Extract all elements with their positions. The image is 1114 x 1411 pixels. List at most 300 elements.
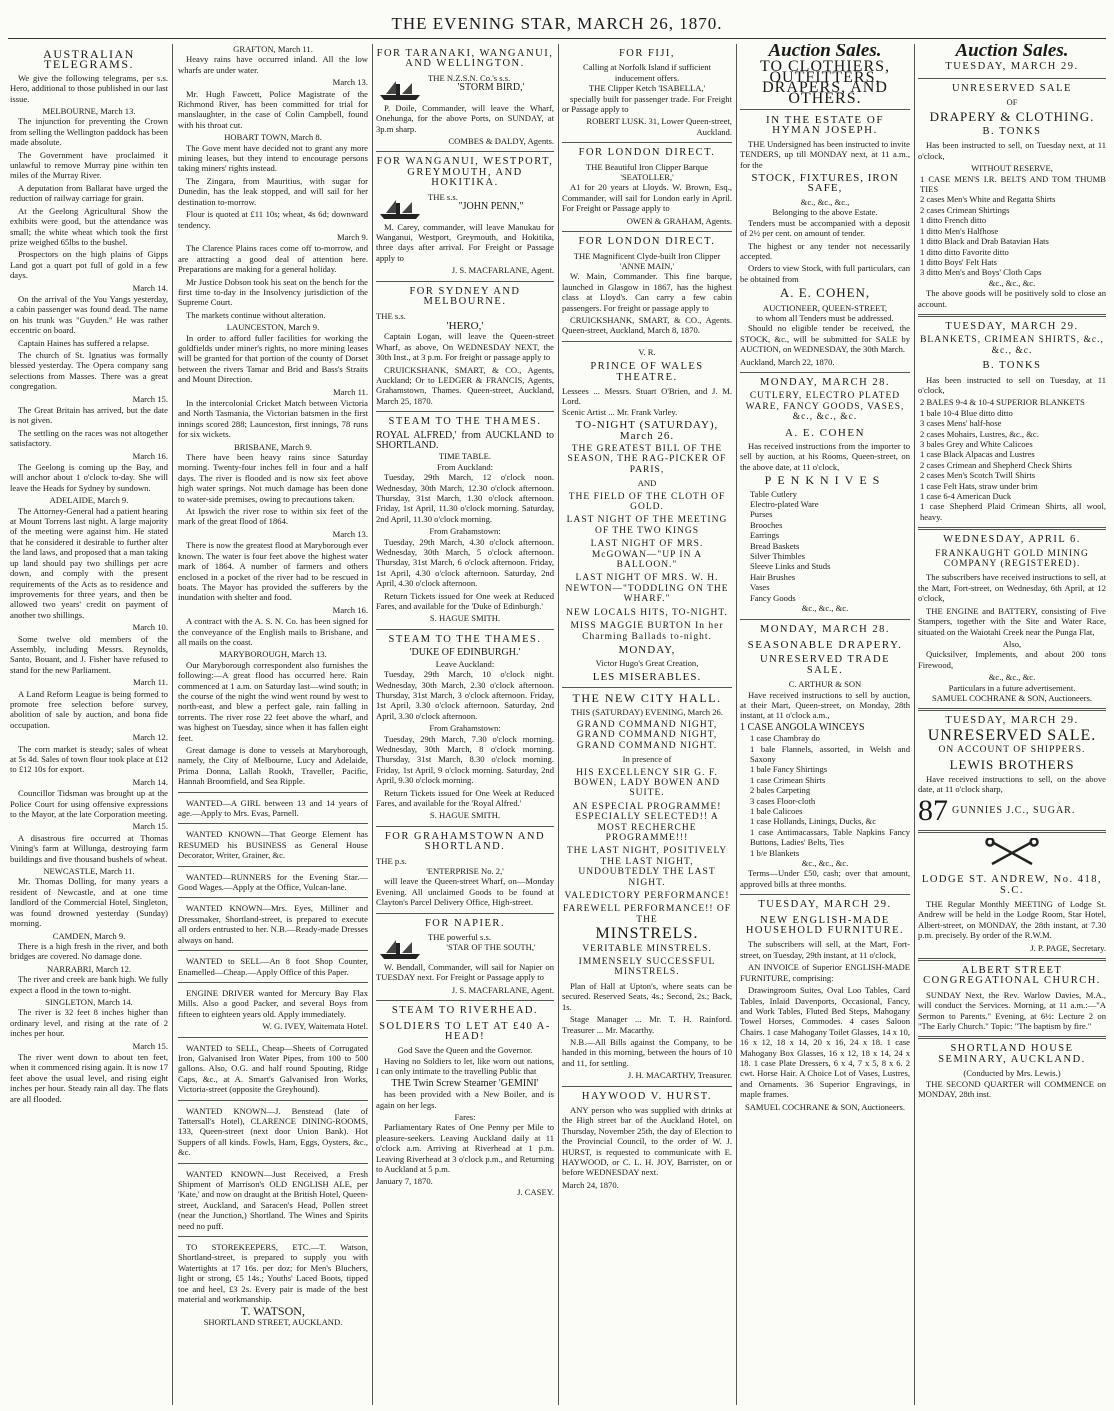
paragraph: The river went down to about ten feet, when it commenced rising again. It is now 17 feet above the usual level, and rising eight inches per hour. Steady rain all day. The flats are all flooded. <box>10 1051 168 1104</box>
dateline: March 15. <box>132 393 168 404</box>
auction-lot: Sleeve Links and Studs <box>750 561 831 572</box>
ad-signature: J. H. MACARTHY, Treasurer. <box>627 1070 732 1081</box>
auction-heading: OF <box>1006 97 1018 108</box>
divider <box>562 142 732 143</box>
ad-body: will leave the Queen-street Wharf, on—Monday Evening. All unclaimed Goods to be found at Clayton's Parcel Delivery Office, High-street. <box>376 876 554 908</box>
paragraph: On the arrival of the You Yangs yesterday, a cabin passenger was found dead. The name on his trunk was "Guyden." He was rather eccentric on board. <box>10 293 168 336</box>
ad-body: Parliamentary Rates of One Penny per Mile to pleasure-seekers. Leaving Auckland daily at 11 o'clock a.m. Arriving at Riverhead at 1 p.m. Leaving Riverhead at 3 o'clock p.m., and Returning to Auckland at 5 p.m. <box>376 1122 554 1174</box>
dateline: March 14. <box>132 282 168 293</box>
dateline: March 11. <box>133 677 168 688</box>
playbill-line: VERITABLE MINSTRELS. <box>582 943 712 954</box>
timetable: Tuesday, 29th March, 7.30 o'clock morning. Wednesday, 30th March, 8 o'clock morning. Thursday, 31st March, 8.30 o'clock morning. Friday, 1st April, 9 o'clock morning. Saturday, 2nd April, 9.30 o'clock morning. <box>376 733 554 786</box>
ad-signature: J. S. MACFARLANE, Agent. <box>451 984 554 995</box>
lot-description: GUNNIES J.C., SUGAR. <box>952 804 1076 816</box>
playbill-line: GRAND COMMAND NIGHT, GRAND COMMAND NIGHT, GRAND COMMAND NIGHT. <box>576 719 718 751</box>
playbill-line: AND <box>637 478 657 489</box>
column-shipping-and-entertainment <box>562 44 732 1405</box>
school-heading: SHORTLAND HOUSE SEMINARY, AUCKLAND. <box>938 1043 1086 1065</box>
ad-signature: CRUICKSHANK, SMART, & CO., Agents. Queen-street, Auckland, March 8, 1870. <box>562 314 732 336</box>
paragraph: A Land Reform League is being formed to promote free selection before survey, abolition of sale by auction, and bona fide occupation. <box>10 688 168 730</box>
divider <box>178 1163 368 1164</box>
playbill-line: HIS EXCELLENCY SIR G. F. BOWEN, LADY BOWEN AND SUITE. <box>573 767 721 799</box>
divider <box>178 1100 368 1101</box>
auction-lot-list <box>740 489 910 603</box>
auction-lot: PENKNIVES <box>764 473 886 488</box>
auction-lot: 1 case 6-4 American Duck <box>920 491 1012 502</box>
shipping-heading: STEAM TO THE THAMES. <box>388 633 542 645</box>
theatre-lessees: Lessees ... Messrs. Stuart O'Brien, and J. M. Lord. <box>562 385 732 407</box>
auction-heading: TUESDAY, MARCH 29. <box>945 320 1079 332</box>
paragraph: The Geelong is coming up the Bay, and will anchor about 1 o'clock to-day. She will leave the Heads for Sydney by sundown. <box>10 462 168 493</box>
ship-name: 'ENTERPRISE No. 2,' <box>426 866 504 876</box>
ad-body: THE Undersigned has been instructed to invite TENDERS, up till MONDAY next, at 11 a.m., for the <box>740 138 910 170</box>
auction-lot: 2 cases Men's Scotch Twill Shirts <box>920 470 1036 481</box>
ad-body: W. Main, Commander. This fine barque, launched in Glasgow in 1867, has the highest class at Lloyd's. Can carry a few cabin passengers. For freight or passage apply to <box>562 271 732 313</box>
timetable: Tuesday, 29th March, 12 o'clock noon. Wednesday, 30th March, 12.30 o'clock afternoon. Thursday, 31st March, 1.30 o'clock afternoon. Friday, 1st April, 11.30 o'clock morning. Saturday, 2nd April, 11.30 o'clock morning. <box>376 472 554 524</box>
paragraph: There is a high fresh in the river, and both bridges are covered. No damage done. <box>10 940 168 962</box>
playbill-line: In presence of <box>622 754 672 765</box>
auction-lot: 2 BALES 9-4 & 10-4 SUPERIOR BLANKETS <box>920 397 1085 408</box>
etc-line: &c., &c., &c., <box>800 196 850 207</box>
auctioneer-name: A. E. COHEN, <box>779 285 871 301</box>
divider <box>918 78 1106 79</box>
paragraph: A disastrous fire occurred at Thomas Vining's farm at Willunga, destroying farm buildings and five thousand bushels of wheat. <box>10 832 168 864</box>
ad-body: ANY person who was supplied with drinks at the High street bar of the Auckland Hotel, on Thursday, November 25th, the day of Election to the Provincial Council, to the order of W. J. HURST, is requested to communicate with E. HAYWOOD, or C. L. H. JOY, Barrister, on or before WEDNESDAY next. <box>562 1104 732 1178</box>
dateline: March 12. <box>132 732 168 743</box>
auction-lot-list <box>740 733 910 858</box>
royal-cipher: V. R. <box>638 346 656 357</box>
auction-heading: UNRESERVED TRADE SALE. <box>759 654 890 676</box>
ad-body: Has received instructions from the importer to sell by auction, at his Rooms, Queen-street, on the above date, at 11 o'clock, <box>740 441 910 472</box>
paragraph: In the intercolonial Cricket Match between Victoria and North Tasmania, the Victorian batsmen in the first innings scored 288; Launceston, first innings, 78 runs for six wickets. <box>178 398 368 440</box>
timetable: Tuesday, 29th March, 4.30 o'clock afternoon. Wednesday, 30th March, 5 o'clock afternoon. Thursday, 31st March, 6 o'clock afternoon. Friday, 1st April, 4.30 o'clock afternoon. Saturday, 2nd April, 4.30 o'clock afternoon. <box>376 536 554 589</box>
paragraph: Flour is quoted at £11 10s; wheat, 4s 6d; downward tendency. <box>178 209 368 230</box>
auction-lot: 1 b/e Blankets <box>750 847 800 858</box>
divider <box>918 527 1106 530</box>
auction-lot: 3 bales Grey and White Calicoes <box>920 439 1033 449</box>
section-title: AUSTRALIAN TELEGRAMS. <box>43 47 135 72</box>
paragraph: The Great Britain has arrived, but the date is not given. <box>10 405 168 426</box>
timetable-subtitle: From Grahamstown: <box>429 723 501 734</box>
ad-signature: COMBES & DALDY, Agents. <box>448 136 554 147</box>
ad-body: Has been instructed to sell on Tuesday, at 11 o'clock, <box>918 374 1106 395</box>
ad-body: THE Regular Monthly MEETING of Lodge St. Andrew will be held in the Lodge Room, Star Hotel, Albert-street, on MONDAY, the 28th instant, at 7.30 p.m. precisely. By order of the R.W.M. <box>918 899 1106 941</box>
ship-name: ROYAL ALFRED,' from AUCKLAND to SHORTLAND. <box>376 429 554 451</box>
ad-line: THE powerful s.s. <box>428 932 492 943</box>
ship-name: 'HERO,' <box>446 319 484 332</box>
playbill-line: FAREWELL PERFORMANCE!! OF THE <box>562 904 732 925</box>
dateline: March 11. <box>333 386 368 397</box>
divider <box>376 281 554 282</box>
column-rule <box>372 44 373 1405</box>
auction-heading: TUESDAY, MARCH 29. <box>758 899 892 911</box>
ad-line: THE p.s. <box>376 855 407 866</box>
paragraph: Mr. Thomas Dolling, for many years a resident of Newcastle, and at one time landlord of the Commercial Hotel, Singleton, was found drowned yesterday (Sunday) morning. <box>10 876 168 929</box>
lot-quantity: 87 <box>918 793 948 827</box>
paragraph: Councillor Tidsman was brought up at the Police Court for using offensive expressions to the Mayor, at the late Corporation meeting. <box>10 788 168 820</box>
column-rule <box>736 44 737 1405</box>
auction-lot: 1 ditto Boys' Felt Hats <box>920 256 997 267</box>
fares-heading: Fares: <box>454 1111 476 1122</box>
paragraph: Great damage is done to vessels at Maryborough, namely, the City of Melbourne, Lucy and Adelaide, Prima Donna, Lallah Rookh, Traveller, Pacific, Hannah Broomfield, and Sea Ripple. <box>178 745 368 787</box>
dateline: March 13. <box>332 528 368 539</box>
divider <box>376 913 554 914</box>
ad-body: Having no Soldiers to let, like worn out nations, I can only intimate to the travelling Public that <box>376 1055 554 1077</box>
ad-body: The highest or any tender not necessarily accepted. <box>740 240 910 261</box>
hall-heading: THE NEW CITY HALL. <box>572 691 722 706</box>
classified-ad: WANTED KNOWN—J. Benstead (late of Tattersall's Hotel), CLARENCE DINING-ROOMS, 133, Queen-street (next door Union Bank). Hot Suppers of all kinds. Fowls, Ham, Eggs, Oysters, &c., &c. <box>178 1105 368 1158</box>
auction-lot: 1 ditto Men's Halfhose <box>920 225 999 236</box>
lot-line <box>918 793 1106 827</box>
auction-lot-list <box>918 174 1106 278</box>
ad-body: M. Carey, commander, will leave Manukau for Wanganui, Westport, Greymouth, and Hokitika, three days after arrival. For Freight or Passage apply to <box>376 221 554 263</box>
ad-body: Belonging to the above Estate. <box>772 207 878 218</box>
auctioneer-name: C. ARTHUR & SON <box>788 679 862 690</box>
ad-body: Orders to view Stock, with full particulars, can be obtained from <box>740 263 910 284</box>
auction-lot: STOCK, FIXTURES, IRON SAFE, <box>751 172 899 195</box>
ad-signature: T. WATSON, <box>241 1304 305 1319</box>
church-heading: ALBERT STREET CONGREGATIONAL CHURCH. <box>923 965 1101 987</box>
dateline: CAMDEN, March 9. <box>52 930 126 941</box>
ad-signature: J. P. PAGE, Secretary. <box>1030 942 1106 953</box>
playbill-line: MINSTRELS. <box>595 925 699 943</box>
auction-lot: 1 case Chambray do <box>750 733 820 744</box>
ad-signature: W. G. IVEY, Waitemata Hotel. <box>262 1021 368 1032</box>
ad-body: has been provided with a New Boiler, and is again on her legs. <box>376 1089 554 1110</box>
ad-body: to whom all Tenders must be addressed. <box>756 312 894 323</box>
divider <box>376 151 554 152</box>
playbill-line: AN ESPECIAL PROGRAMME! ESPECIALLY SELECTED!! A MOST RECHERCHE PROGRAMME!!! <box>572 801 722 843</box>
auction-heading: NEW ENGLISH-MADE HOUSEHOLD FURNITURE. <box>745 914 905 937</box>
shipping-heading: FOR LONDON DIRECT. <box>578 147 716 159</box>
playbill-line: IMMENSELY SUCCESSFUL MINSTRELS. <box>578 957 716 978</box>
paragraph: The Government have proclaimed it unlawful to remove Murray pine within ten miles of the Murray River. <box>10 149 168 181</box>
etc-line: &c., &c., &c. <box>988 277 1036 288</box>
auction-lot: 1 case Antimacassars, Table Napkins Fancy Buttons, Ladies' Belts, Ties <box>750 826 910 848</box>
shipping-heading: FOR TARANAKI, WANGANUI, AND WELLINGTON. <box>376 48 554 70</box>
divider <box>376 826 554 827</box>
ad-line: THE N.Z.S.N. Co.'s s.s. <box>428 72 511 83</box>
auction-heading: MONDAY, MARCH 28. <box>760 376 890 388</box>
auction-lot: Purses <box>750 509 773 520</box>
ad-date: January 7, 1870. <box>376 1176 433 1187</box>
divider <box>178 982 368 983</box>
auction-lot: 2 cases Crimean and Shepherd Check Shirts <box>920 459 1072 470</box>
auction-lot: 2 cases Men's White and Regatta Shirts <box>920 194 1056 205</box>
ad-body: Captain Logan, will leave the Queen-street Wharf, as above, On WEDNESDAY NEXT, the 30th Inst., at 3 p.m. For freight or passage apply to <box>376 331 554 363</box>
auction-lot: 1 case Felt Hats, straw under brim <box>920 480 1038 491</box>
timetable-subtitle: Leave Auckland: <box>435 658 495 669</box>
ad-line: God Save the Queen and the Governor. <box>397 1045 533 1056</box>
auction-lot: 1 bale 10-4 Blue ditto ditto <box>920 407 1013 418</box>
auction-lot: 3 cases Floor-cloth <box>750 795 816 806</box>
notice-heading: HAYWOOD V. HURST. <box>581 1090 713 1102</box>
ad-signature: ROBERT LUSK. 31, Lower Queen-street, Auckland. <box>586 116 732 137</box>
divider <box>178 950 368 951</box>
ad-body: SUNDAY Next, the Rev. Warlow Davies, M.A., will conduct the Services. Morning, at 11 a.m.:—"A Sermon to Parents." Evening, at 6½: Lecture 2 on "The Early Church." Topic: "The baptism by fire." <box>918 989 1106 1032</box>
paragraph: The river and creek are bank high. We fully expect a flood in the town to-night. <box>10 974 168 995</box>
dateline: ADELAIDE, March 9. <box>49 495 129 506</box>
ad-line: THE s.s. <box>428 191 458 202</box>
section-title: Auction Sales. <box>768 44 882 61</box>
auctioneer-name: LEWIS BROTHERS <box>949 756 1075 772</box>
divider <box>918 1036 1106 1039</box>
divider <box>740 109 910 110</box>
dateline: March 15. <box>132 821 168 832</box>
paragraph: The church of St. Ignatius was formally blessed yesterday. The Opera company sang selections from Masses. There was a great congregation. <box>10 349 168 392</box>
classified-ad: WANTED to SELL—An 8 foot Shop Counter, Enamelled—Cheap.—Apply Office of this Paper. <box>178 956 368 977</box>
paragraph: Captain Haines has suffered a relapse. <box>18 337 150 348</box>
paragraph: A deputation from Ballarat have urged the reduction of railway carriage for grain. <box>10 182 168 204</box>
column-rule <box>558 44 559 1405</box>
auction-lot: 1 case Hollands, Linings, Ducks, &c <box>750 816 877 827</box>
ship-name: THE Twin Screw Steamer 'GEMINI' <box>391 1077 539 1089</box>
steamship-icon <box>376 194 424 222</box>
dateline: March 10. <box>132 622 168 633</box>
auction-lot: 2 cases Crimean Shirtings <box>920 204 1010 215</box>
auction-lot: Vases <box>750 582 770 593</box>
column-telegrams-continued <box>178 44 368 1405</box>
auctioneer-name: B. TONKS <box>982 126 1042 138</box>
auction-lot: 3 ditto Men's and Boys' Cloth Caps <box>920 267 1042 278</box>
auction-heading: TO CLOTHIERS, OUTFITTERS, DRAPERS, AND OTHERS. <box>759 58 891 107</box>
ship-name: 'ANNE MAIN,' <box>619 260 675 271</box>
playbill-line: LES MISERABLES. <box>592 670 702 683</box>
paragraph: The Clarence Plains races come off to-morrow, and are attracting a good deal of attention here. Preparations are making for a general holiday. <box>178 243 368 275</box>
ad-body: N.B.—All Bills against the Company, to be handed in this morning, between the hours of 10 and 11, for settling. <box>562 1036 732 1068</box>
dateline: March 16. <box>132 450 168 461</box>
divider <box>178 866 368 867</box>
auction-lot: 1 bale Fancy Shirtings <box>750 764 828 775</box>
divider <box>562 341 732 342</box>
auction-heading: IN THE ESTATE OF HYMAN JOSEPH. <box>766 114 884 137</box>
ad-signature: SAMUEL COCHRANE & SON, Auctioneers. <box>931 692 1093 703</box>
auction-lot: Earrings <box>750 530 780 541</box>
auction-lot: 2 cases Mohairs, Lustres, &c., &c. <box>920 428 1039 439</box>
auction-lot: 1 bale Calicoes <box>750 806 803 816</box>
auction-heading: TUESDAY, MARCH 29. <box>945 61 1079 73</box>
etc-line: &c., &c., &c. <box>801 858 849 869</box>
paragraph: There is now the greatest flood at Maryborough ever known. The water is four feet above the highest water mark of 1864. A number of farmers and others enclosed in a pocket of the river had to be rescued in boats. The Mayor has provided the sufferers by the inundation with shelter and food. <box>178 540 368 603</box>
ship-name: 'STORM BIRD,' <box>457 82 525 94</box>
ad-signature: CRUICKSHANK, SMART, & CO., Agents, Auckland; Or to LEDGER & FRANCIS, Agents, Grahamstown, Thames. Queen-street, Auckland, March 25, 1870. <box>376 364 554 406</box>
classified-ad: WANTED to SELL, Cheap—Sheets of Corrugated Iron, Galvanised Iron Water Pipes, from 100 to 500 gallons. Also, O.G. and half round Spouting, Ridge Caps, &c., at A. Smart's Galvanised Iron Works, Victoria-street (opposite the Greyhound). <box>178 1042 368 1095</box>
auction-heading: SEASONABLE DRAPERY. <box>747 638 903 651</box>
shipping-heading: FOR FIJI, <box>618 48 676 59</box>
shipping-heading: STEAM TO RIVERHEAD. <box>391 1005 539 1017</box>
auction-lot: 1 ditto ditto Favorite ditto <box>920 246 1009 257</box>
divider <box>178 792 368 793</box>
divider <box>918 958 1106 961</box>
classified-ad: ENGINE DRIVER wanted for Mercury Bay Flax Mills. Also a good Packer, and several Boys from fifteen to eighteen years old. Apply immediately. <box>178 987 368 1019</box>
lodge-heading: LODGE ST. ANDREW, No. 418, S.C. <box>921 874 1103 896</box>
ad-body: Quicksilver, Implements, and about 200 tons Firewood, <box>918 649 1106 670</box>
divider <box>918 708 1106 711</box>
crossed-keys-icon <box>982 838 1042 868</box>
paragraph: The injunction for preventing the Crown from selling the Wellington paddock has been made absolute. <box>10 116 168 148</box>
auction-heading: DRAPERY & CLOTHING. <box>929 108 1095 124</box>
ad-signature: S. HAGUE SMITH. <box>429 613 501 624</box>
classified-ad: TO STOREKEEPERS, ETC.—T. Watson, Shortland-street, is prepared to supply you with Watertights at 17 16s. per doz; for Men's Bluchers, light or strong, £5 14s.; Youths' Laced Boots, tipped toe and heel, £3 2s. Every pair is made of the best material and workmanship. <box>178 1242 368 1305</box>
dateline: NEWCASTLE, March 11. <box>43 866 135 877</box>
ad-date: Auckland, March 22, 1870. <box>740 356 835 367</box>
paragraph: A contract with the A. S. N. Co. has been signed for the conveyance of the English mails to Brisbane, and all mails on the coast. <box>178 616 368 647</box>
auction-lot: 2 bales Carpeting <box>750 785 811 796</box>
divider <box>740 372 910 373</box>
ad-body: The subscribers have received instructions to sell, at the Mart, Fort-street, on Wednesday, 6th April, at 12 o'clock, <box>918 572 1106 604</box>
ad-body: THE SECOND QUARTER will COMMENCE on MONDAY, 28th inst. <box>918 1078 1106 1100</box>
dateline: March 16. <box>332 604 368 615</box>
ad-line: Calling at Norfolk Island if sufficient inducement offers. <box>582 62 711 83</box>
ad-body: Has been instructed to sell, on Tuesday next, at 11 o'clock, <box>918 140 1106 161</box>
playbill-line: THE GREATEST BILL OF THE SEASON, THE RAG-PICKER OF PARIS, <box>567 444 727 475</box>
divider <box>918 314 1106 317</box>
divider <box>178 897 368 898</box>
divider <box>562 1086 732 1087</box>
column-auction-sales-2 <box>918 44 1106 1405</box>
dateline: NARRABRI, March 12. <box>46 963 132 974</box>
ship-name: "JOHN PENN," <box>458 201 524 213</box>
playbill-line: Victor Hugo's Great Creation, <box>595 658 699 669</box>
paragraph: In order to afford fuller facilities for working the goldfields under miner's rights, no more mining leases will be granted for that portion of the county of Dorset between the rivers Tamar and Brid and Bass's Straits and Mount Direction. <box>178 332 368 385</box>
paragraph: At Ipswich the river rose to within six feet of the mark of the great flood of 1864. <box>178 506 368 527</box>
ad-body: Should no eligible tender be received, the STOCK, &c., will be submitted for SALE by AUCTION, on WEDNESDAY, the 30th March. <box>740 323 910 355</box>
ad-line: THE Beautiful Iron Clipper Barque <box>585 161 709 172</box>
ad-body: P. Doile, Commander, will leave the Wharf, Onehunga, for the above Ports, on SUNDAY, at 3p.m sharp. <box>376 102 554 134</box>
shipping-heading: FOR NAPIER. <box>424 917 506 929</box>
ad-body: Return Tickets issued for One week at Reduced Fares, and available for the 'Duke of Edinburgh.' <box>376 590 554 612</box>
auction-lot: 1 bale Flannels, assorted, in Welsh and Saxony <box>750 743 910 764</box>
classified-ad: WANTED KNOWN—Mrs. Eyes, Milliner and Dressmaker, Shortland-street, is prepared to execute all orders entrusted to her. N.B.—Ready-made Dresses always on hand. <box>178 903 368 945</box>
ad-body: Particulars in a future advertisement. <box>948 682 1076 693</box>
ad-line: THE s.s. <box>376 310 406 321</box>
ad-body: The subscribers will sell, at the Mart, Fort-street, on Tuesday, 29th instant, at 11 o'clock, <box>740 939 910 960</box>
auction-lot: 1 ditto Black and Drab Batavian Hats <box>920 236 1049 247</box>
shipping-heading: SOLDIERS TO LET AT £40 A-HEAD! <box>379 1020 551 1043</box>
ad-body: Stage Manager ... Mr. T. H. Rainford. Treasurer ... Mr. Macarthy. <box>562 1014 732 1035</box>
ad-address: SHORTLAND STREET, AUCKLAND. <box>203 1316 343 1327</box>
divider <box>178 1236 368 1237</box>
ad-body: A1 for 20 years at Lloyds. W. Brown, Esq., Commander, will sail for London early in April. For Freight or Passage apply to <box>562 182 732 214</box>
auction-heading: BLANKETS, CRIMEAN SHIRTS, &c., &c., &c. <box>920 335 1104 356</box>
shipping-heading: FOR SYDNEY AND MELBOURNE. <box>409 285 521 308</box>
ad-body: Tenders must be accompanied with a deposit of 2½ per cent. on amount of tender. <box>740 217 910 239</box>
paragraph: The settling on the races was not altogether satisfactory. <box>10 427 168 449</box>
dateline: GRAFTON, March 11. <box>233 44 313 54</box>
paragraph: Some twelve old members of the Assembly, including Messrs. Reynolds, Santo, Bouant, and J. Fisher have refused to stand for the new Parliament. <box>10 633 168 675</box>
classified-ad: WANTED—A GIRL between 13 and 14 years of age.—Apply to Mrs. Evas, Parnell. <box>178 797 368 819</box>
auction-heading: ON ACCOUNT OF SHIPPERS. <box>938 745 1086 756</box>
steamship-icon <box>376 75 424 103</box>
auction-lot: 1 ditto French ditto <box>920 215 987 226</box>
column-auction-sales <box>740 44 910 1405</box>
auction-lot: Silver Thimbles <box>750 551 805 562</box>
shipping-heading: STEAM TO THE THAMES. <box>388 416 542 428</box>
ad-signature: OWEN & GRAHAM, Agents. <box>626 215 732 226</box>
auction-heading: MONDAY, MARCH 28. <box>760 623 890 635</box>
playbill-line: LAST NIGHT OF MRS. McGOWAN—"UP IN A BALLOON." <box>590 539 704 571</box>
theatre-artist: Scenic Artist ... Mr. Frank Varley. <box>562 406 678 417</box>
dateline: LAUNCESTON, March 9. <box>226 322 320 333</box>
auction-lot: 1 case Crimean Shirts <box>750 774 826 785</box>
ship-name: THE Clipper Ketch 'ISABELLA,' <box>588 83 706 94</box>
ad-body: specially built for passenger trade. For Freight or Passage apply to <box>562 93 732 115</box>
divider <box>178 1037 368 1038</box>
divider <box>178 823 368 824</box>
auction-lot: 1 case Shepherd Plaid Crimean Shirts, all wool, heavy. <box>920 501 1106 522</box>
steamship-icon <box>376 934 424 962</box>
paragraph: At the Geelong Agricultural Show the exhibits were good, but the attendance was small; the white wheat which took the first prize weighed 65lbs to the bushel. <box>10 205 168 247</box>
auction-lot: Bread Baskets <box>750 540 800 551</box>
paragraph: Heavy rains have occurred inland. All the low wharfs are under water. <box>178 54 368 75</box>
etc-line: &c., &c., &c. <box>801 603 849 614</box>
dateline: March 9. <box>336 231 368 242</box>
dateline: BRISBANE, March 9. <box>234 441 312 452</box>
ad-line: THE Magnificent Clyde-built Iron Clipper <box>573 250 721 261</box>
ship-name: 'SEATOLLER,' <box>620 172 674 183</box>
dateline: MARYBOROUGH, March 13. <box>219 649 327 660</box>
ad-body: W. Bendall, Commander, will sail for Napier on TUESDAY next. For Freight or Passage apply to <box>376 962 554 983</box>
ad-body: The above goods will be positively sold to close an account. <box>918 288 1106 309</box>
auction-heading: FRANKAUGHT GOLD MINING COMPANY (REGISTERED). <box>935 548 1089 570</box>
ad-signature: J. S. MACFARLANE, Agent. <box>451 265 554 276</box>
etc-line: &c., &c., &c. <box>988 672 1036 683</box>
divider <box>376 411 554 412</box>
auctioneer-name: A. E. COHEN <box>784 426 866 439</box>
auction-lot: 1 CASE ANGOLA WINCEYS <box>740 721 865 733</box>
ad-body: Also, <box>1002 638 1022 649</box>
dateline: MELBOURNE, March 13. <box>42 106 136 117</box>
ad-signature: J. CASEY. <box>517 1186 554 1197</box>
auction-lot: 1 case Black Alpacas and Lustres <box>920 449 1035 460</box>
paragraph: There have been heavy rains since Saturday morning. Twenty-four inches fell in four and a half days. The river is flooded and is now six feet above high water springs. Not much damage has been done to water-side premises, owing to precautions taken. <box>178 452 368 504</box>
theatre-heading: PRINCE OF WALES THEATRE. <box>590 361 704 383</box>
ad-signature: SAMUEL COCHRANE & SON, Auctioneers. <box>744 1101 906 1112</box>
timetable-title: TIME TABLE. <box>438 451 492 462</box>
auctioneer-address: AUCTIONEER, QUEEN-STREET, <box>762 302 888 313</box>
auction-lot: Hair Brushes <box>750 571 796 582</box>
dateline: SINGLETON, March 14. <box>45 996 133 1007</box>
paragraph: Prospectors on the high plains of Gipps Land got a quart pot full of gold in a few days. <box>10 249 168 281</box>
auction-lot: Fancy Goods <box>750 592 796 603</box>
shipping-heading: FOR WANGANUI, WESTPORT, GREYMOUTH, AND HOKITIKA. <box>376 156 554 189</box>
classified-ad: WANTED—RUNNERS for the Evening Star.—Good Wages.—Apply at the Office, Vulcan-lane. <box>178 871 368 893</box>
column-rule <box>914 44 915 1405</box>
playbill-line: MISS MAGGIE BURTON In her Charming Ballads to-night. <box>570 621 724 642</box>
divider <box>918 830 1106 833</box>
playbill-line: THIS (SATURDAY) EVENING, March 26. <box>571 706 723 717</box>
paragraph: We give the following telegrams, per s.s. Hero, additional to those published in our last issue. <box>10 72 168 104</box>
classified-ad: WANTED KNOWN—That George Element has RESUMED his BUSINESS as General House Decorator, Writer, Grainer, &c. <box>178 829 368 861</box>
playbill-line: VALEDICTORY PERFORMANCE! <box>564 891 730 902</box>
column-rule <box>172 44 173 1405</box>
dateline: March 15. <box>132 1040 168 1051</box>
divider <box>740 619 910 620</box>
ad-body: Plan of Hall at Upton's, where seats can be secured. Reserved Seats, 4s.; Second, 2s.; Back, 1s. <box>562 980 732 1012</box>
timetable-subtitle: From Auckland: <box>436 461 494 472</box>
crossed-keys-emblem <box>918 838 1106 870</box>
paragraph: The river is 32 feet 8 inches higher than ordinary level, and rising at the rate of 2 inches per hour. <box>10 1007 168 1039</box>
auction-heading: CUTLERY, ELECTRO PLATED WARE, FANCY GOODS, VASES, &c., &c., &c. <box>745 391 905 423</box>
school-subheading: (Conducted by Mrs. Lewis.) <box>963 1068 1061 1079</box>
paragraph: Mr. Hugh Fawcett, Police Magistrate of the Richmond River, has been committed for trial for manslaughter, in the case of Colin Campbell, found with his throat cut. <box>178 88 368 130</box>
auction-heading: UNRESERVED SALE. <box>927 726 1097 744</box>
paragraph: Our Maryborough correspondent also furnishes the following:—A great flood has occurred here. Rain commenced at 1 a.m. on Saturday last—wind south; in the course of the night the wind went round by west to north-east, and blew a perfect gale, rain falling in torrents. The river rose 22 feet above the wharf, and was highest on Tuesday, since when it has fallen eight feet. <box>178 659 368 743</box>
auction-heading: UNRESERVED SALE <box>952 82 1072 94</box>
dateline: March 13. <box>332 77 368 88</box>
dateline: HOBART TOWN, March 8. <box>224 132 322 143</box>
column-shipping <box>376 44 554 1405</box>
